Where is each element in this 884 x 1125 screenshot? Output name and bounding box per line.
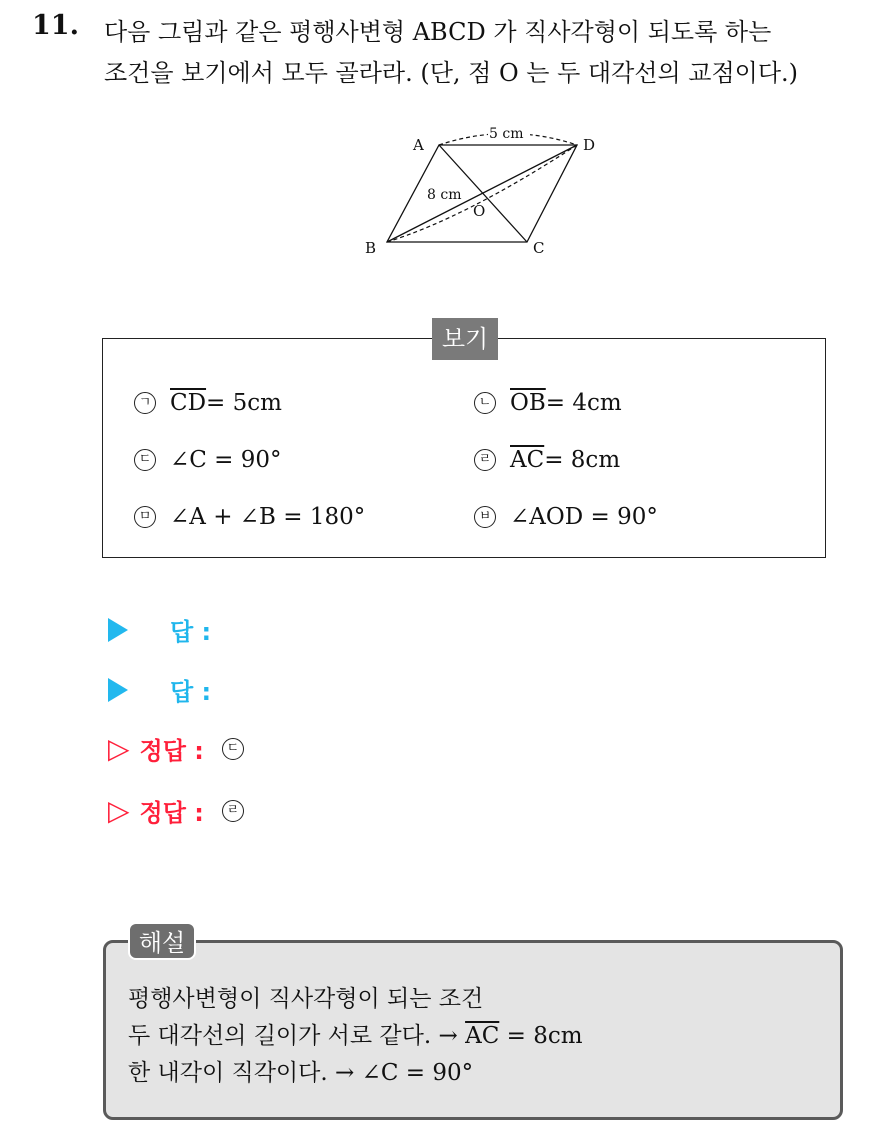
option-segment: $\overline{CD}$ [170,390,207,416]
option-mark: ㄱ [134,392,156,414]
vertex-label-b: B [365,239,377,257]
bogi-option-5 [134,504,365,530]
outline-triangle-icon: ▷ [108,731,130,765]
vertex-label-d: D [583,136,596,154]
bogi-option-4 [474,447,620,473]
option-mark: ㅂ [474,506,496,528]
vertex-label-a: A [413,136,424,154]
vertex-label-c: C [533,239,545,257]
bogi-title: 보기 [432,318,498,360]
correct-answer-value: ㄷ [222,738,244,760]
parallelogram-diagram [355,118,615,268]
answer-row-1 [108,612,211,647]
explanation-line-2-text: 두 대각선의 길이가 서로 같다. → [128,1023,466,1049]
answer-row-2 [108,672,211,707]
explanation-title: 해설 [128,922,196,960]
option-segment: $\overline{OB}$ [510,390,546,416]
explanation-line-2 [128,1017,583,1050]
option-prefix: ∠AOD = 90° [510,504,658,530]
play-triangle-icon [108,678,128,702]
option-mark: ㄹ [474,449,496,471]
play-triangle-icon [108,618,128,642]
option-mark: ㅁ [134,506,156,528]
question-text-line-2: 조건을 보기에서 모두 골라라. (단, 점 O 는 두 대각선의 교점이다.) [104,59,798,87]
correct-answer-label: 정답 : [139,737,204,765]
bogi-option-3 [134,447,282,473]
explanation-line-1: 평행사변형이 직사각형이 되는 조건 [128,986,484,1012]
parallelogram-figure [355,118,615,268]
correct-answer-row-1 [108,731,258,766]
answer-label: 답 : [170,678,212,706]
option-prefix: ∠C = 90° [170,447,282,473]
correct-answer-row-2 [108,793,258,828]
length-label-diagonal: 8 cm [427,187,462,203]
diagonal-bd [387,145,577,242]
answer-label: 답 : [170,618,212,646]
bogi-option-6 [474,504,658,530]
option-value: = 5cm [206,390,282,416]
option-prefix: ∠A + ∠B = 180° [170,504,366,530]
correct-answer-value: ㄹ [222,800,244,822]
center-label-o: O [473,202,486,220]
option-value: = 4cm [545,390,622,416]
explanation-line-2-segment: $\overline{AC}$ [465,1023,500,1049]
length-label-top: 5 cm [489,126,524,142]
bogi-option-1 [134,390,282,416]
option-value: = 8cm [544,447,621,473]
explanation-line-3: 한 내각이 직각이다. → ∠C = 90° [128,1060,474,1086]
bogi-option-2 [474,390,622,416]
option-segment: $\overline{AC}$ [510,447,545,473]
explanation-line-2-value: = 8cm [499,1023,583,1049]
correct-answer-label: 정답 : [139,799,204,827]
outline-triangle-icon: ▷ [108,793,130,827]
question-text-line-1: 다음 그림과 같은 평행사변형 ABCD 가 직사각형이 되도록 하는 [104,18,772,46]
option-mark: ㄴ [474,392,496,414]
question-number: 11. [32,10,79,41]
option-mark: ㄷ [134,449,156,471]
